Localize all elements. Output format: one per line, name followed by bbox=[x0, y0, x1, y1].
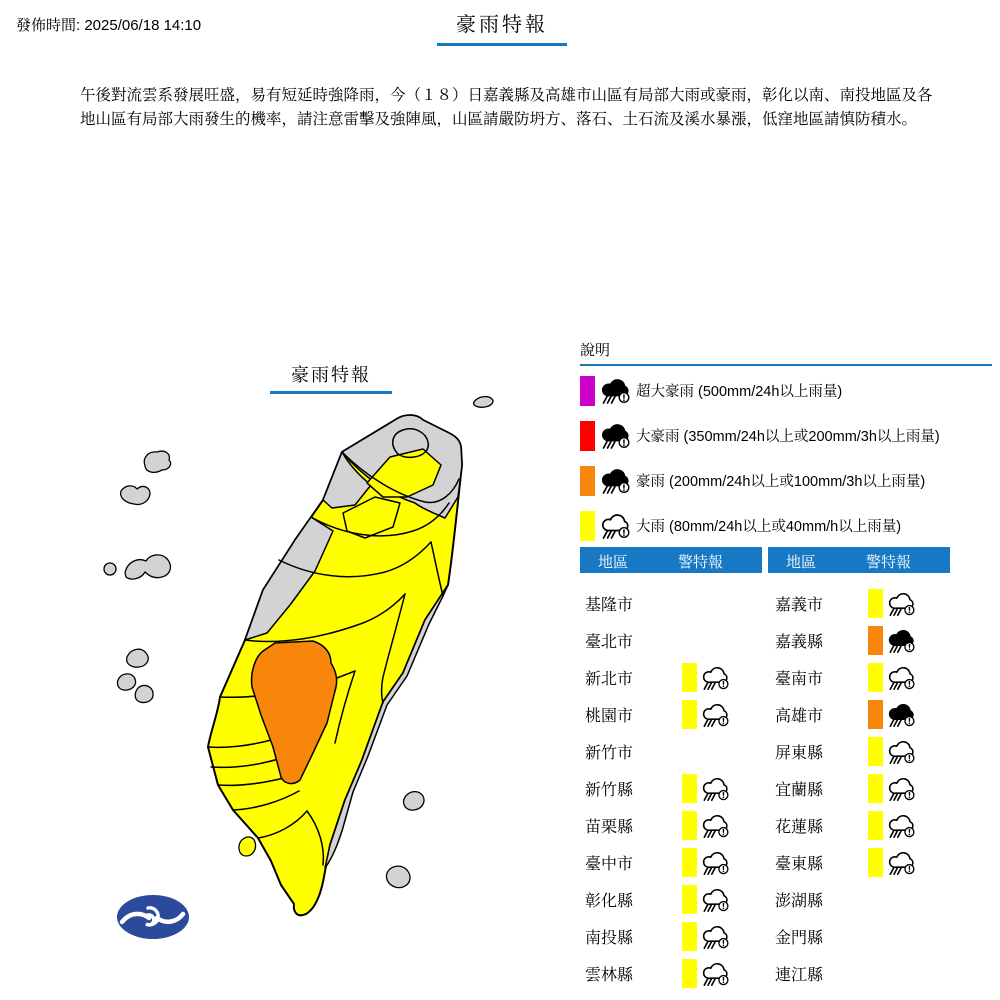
table-row bbox=[580, 881, 762, 918]
map-section-title: 豪雨特報 bbox=[270, 364, 392, 394]
legend-item bbox=[580, 503, 992, 548]
region-name: 臺北市 bbox=[585, 634, 634, 651]
svg-text:!: ! bbox=[622, 393, 626, 404]
rain-cloud-icon bbox=[700, 812, 730, 840]
svg-text:!: ! bbox=[721, 790, 726, 800]
table-header bbox=[580, 547, 762, 573]
heavy-rain-cloud-icon bbox=[599, 466, 631, 496]
heavy-rain-cloud-icon bbox=[886, 701, 916, 729]
warning-color-swatch bbox=[868, 663, 883, 692]
table-rows bbox=[580, 585, 762, 992]
column-header-region: 地區 bbox=[598, 554, 629, 571]
table-header bbox=[768, 547, 950, 573]
svg-text:!: ! bbox=[907, 642, 912, 652]
column-header-warning: 警特報 bbox=[866, 554, 912, 571]
svg-text:!: ! bbox=[721, 716, 726, 726]
rain-cloud-icon bbox=[886, 590, 916, 618]
region-name: 臺南市 bbox=[775, 671, 824, 688]
svg-text:!: ! bbox=[622, 528, 626, 539]
table-row bbox=[768, 807, 950, 844]
region-name: 新北市 bbox=[585, 671, 634, 688]
legend-color-swatch bbox=[580, 466, 595, 496]
table-row bbox=[768, 585, 950, 622]
warning-color-swatch bbox=[682, 700, 697, 729]
warning-color-swatch bbox=[868, 848, 883, 877]
heavy-rain-cloud-icon bbox=[599, 376, 631, 406]
region-name: 彰化縣 bbox=[585, 893, 634, 910]
svg-text:!: ! bbox=[907, 716, 912, 726]
legend-color-swatch bbox=[580, 511, 595, 541]
warning-color-swatch bbox=[868, 589, 883, 618]
region-name: 澎湖縣 bbox=[775, 893, 824, 910]
region-name: 雲林縣 bbox=[585, 967, 634, 984]
legend bbox=[580, 342, 992, 548]
region-name: 嘉義市 bbox=[775, 597, 824, 614]
warning-color-swatch bbox=[682, 774, 697, 803]
region-name: 連江縣 bbox=[775, 967, 824, 984]
region-name: 桃園市 bbox=[585, 708, 634, 725]
table-row bbox=[768, 918, 950, 955]
region-name: 屏東縣 bbox=[775, 745, 824, 762]
warning-color-swatch bbox=[868, 811, 883, 840]
advisory-description: 午後對流雲系發展旺盛，易有短延時強降雨，今（１８）日嘉義縣及高雄市山區有局部大雨或豪雨，彰化以南、南投地區及各地山區有局部大雨發生的機率，請注意雷擊及強陣風，山區請嚴防坍方、落石、土石流及溪水暴漲，低窪地區請慎防積水。 bbox=[80, 87, 933, 128]
region-name: 金門縣 bbox=[775, 930, 824, 947]
column-header-region: 地區 bbox=[786, 554, 817, 571]
island-kinmen bbox=[125, 555, 170, 579]
warning-color-swatch bbox=[868, 626, 883, 655]
table-row bbox=[768, 696, 950, 733]
page-title: 豪雨特報 bbox=[437, 12, 567, 46]
table-row bbox=[768, 955, 950, 992]
svg-text:!: ! bbox=[622, 438, 626, 449]
table-row bbox=[580, 844, 762, 881]
warning-color-swatch bbox=[868, 737, 883, 766]
region-name: 高雄市 bbox=[775, 708, 824, 725]
island-green bbox=[404, 792, 424, 810]
warning-color-swatch bbox=[682, 959, 697, 988]
table-row bbox=[580, 585, 762, 622]
rain-cloud-icon bbox=[700, 960, 730, 988]
svg-text:!: ! bbox=[907, 605, 912, 615]
taiwan-warning-map bbox=[85, 385, 525, 1000]
table-row bbox=[768, 844, 950, 881]
svg-text:!: ! bbox=[721, 679, 726, 689]
region-name: 臺東縣 bbox=[775, 856, 824, 873]
svg-text:!: ! bbox=[721, 827, 726, 837]
svg-text:!: ! bbox=[907, 679, 912, 689]
table-row bbox=[580, 918, 762, 955]
cwb-logo bbox=[117, 895, 189, 939]
region-name: 基隆市 bbox=[585, 597, 634, 614]
rain-cloud-icon bbox=[700, 886, 730, 914]
table-row bbox=[768, 770, 950, 807]
rain-cloud-icon bbox=[599, 511, 631, 541]
islet-liuqiu bbox=[239, 837, 256, 856]
table-row bbox=[580, 955, 762, 992]
table-row bbox=[768, 881, 950, 918]
svg-text:!: ! bbox=[721, 938, 726, 948]
rain-cloud-icon bbox=[700, 664, 730, 692]
table-row bbox=[580, 733, 762, 770]
heavy-rain-cloud-icon bbox=[599, 421, 631, 451]
island-orchid bbox=[386, 866, 410, 887]
rain-cloud-icon bbox=[700, 775, 730, 803]
region-name: 花蓮縣 bbox=[775, 819, 824, 836]
svg-text:!: ! bbox=[721, 975, 726, 985]
rain-cloud-icon bbox=[886, 738, 916, 766]
table-row bbox=[580, 622, 762, 659]
heavy-rain-cloud-icon bbox=[886, 627, 916, 655]
table-row bbox=[580, 696, 762, 733]
warning-color-swatch bbox=[682, 811, 697, 840]
rain-cloud-icon bbox=[700, 923, 730, 951]
island-penghu-west bbox=[117, 674, 135, 690]
region-name: 新竹市 bbox=[585, 745, 634, 762]
rain-cloud-icon bbox=[886, 775, 916, 803]
legend-item-label: 大豪雨 (350mm/24h以上或200mm/3h以上雨量) bbox=[636, 429, 940, 445]
svg-text:!: ! bbox=[907, 790, 912, 800]
table-row bbox=[768, 733, 950, 770]
warning-color-swatch bbox=[868, 774, 883, 803]
region-name: 新竹縣 bbox=[585, 782, 634, 799]
island-matsu-south bbox=[121, 486, 150, 505]
rain-cloud-icon bbox=[886, 664, 916, 692]
table-row bbox=[580, 807, 762, 844]
islet-keelung bbox=[474, 397, 493, 408]
warning-color-swatch bbox=[682, 922, 697, 951]
rain-cloud-icon bbox=[886, 849, 916, 877]
svg-text:!: ! bbox=[721, 864, 726, 874]
island-penghu-south bbox=[135, 686, 153, 703]
warning-color-swatch bbox=[682, 848, 697, 877]
table-row bbox=[580, 770, 762, 807]
table-rows bbox=[768, 585, 950, 992]
warning-color-swatch bbox=[868, 700, 883, 729]
island-penghu-north bbox=[127, 649, 149, 667]
svg-text:!: ! bbox=[721, 901, 726, 911]
legend-heading: 說明 bbox=[580, 342, 992, 366]
region-name: 宜蘭縣 bbox=[775, 782, 824, 799]
legend-color-swatch bbox=[580, 376, 595, 406]
svg-text:!: ! bbox=[907, 827, 912, 837]
legend-item bbox=[580, 368, 992, 413]
legend-items bbox=[580, 368, 992, 548]
legend-item-label: 豪雨 (200mm/24h以上或100mm/3h以上雨量) bbox=[636, 474, 926, 490]
rain-cloud-icon bbox=[700, 701, 730, 729]
island-matsu-north bbox=[144, 451, 170, 472]
islet-kinmen-west bbox=[104, 563, 116, 575]
region-name: 臺中市 bbox=[585, 856, 634, 873]
rain-cloud-icon bbox=[886, 812, 916, 840]
warning-color-swatch bbox=[682, 885, 697, 914]
legend-item bbox=[580, 458, 992, 503]
table-row bbox=[768, 622, 950, 659]
warning-color-swatch bbox=[682, 663, 697, 692]
legend-color-swatch bbox=[580, 421, 595, 451]
region-name: 嘉義縣 bbox=[775, 634, 824, 651]
column-header-warning: 警特報 bbox=[678, 554, 724, 571]
rain-cloud-icon bbox=[700, 849, 730, 877]
region-name: 苗栗縣 bbox=[585, 819, 634, 836]
warning-table-right bbox=[768, 547, 950, 992]
legend-item bbox=[580, 413, 992, 458]
svg-text:!: ! bbox=[907, 753, 912, 763]
table-row bbox=[768, 659, 950, 696]
svg-text:!: ! bbox=[622, 483, 626, 494]
table-row bbox=[580, 659, 762, 696]
published-timestamp: 發佈時間: 2025/06/18 14:10 bbox=[16, 17, 202, 34]
warning-table-left bbox=[580, 547, 762, 992]
legend-item-label: 大雨 (80mm/24h以上或40mm/h以上雨量) bbox=[636, 519, 902, 535]
legend-item-label: 超大豪雨 (500mm/24h以上雨量) bbox=[636, 384, 843, 400]
svg-text:!: ! bbox=[907, 864, 912, 874]
region-name: 南投縣 bbox=[585, 930, 634, 947]
